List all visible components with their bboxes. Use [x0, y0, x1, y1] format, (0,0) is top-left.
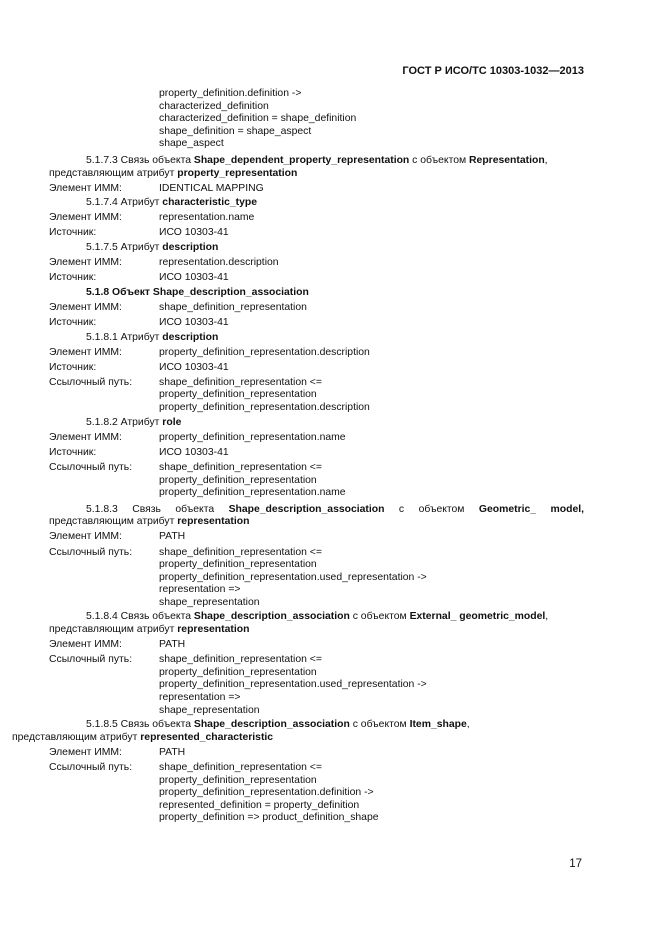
element-value: PATH	[159, 746, 186, 758]
ref-path-label: Ссылочный путь:	[49, 762, 133, 773]
path-line: representation =>	[159, 584, 241, 596]
ref-path-value	[159, 654, 584, 717]
section-heading-5-1-8-5: 5.1.8.5 Связь объекта Shape_description_association с объектом Item_shape, представляющим атрибут represented_characteristic	[12, 719, 470, 743]
mapping-row	[49, 531, 584, 544]
path-line: shape_representation	[159, 596, 260, 608]
mapping-row	[49, 272, 584, 285]
mapping-row	[49, 183, 584, 196]
mapping-row	[49, 377, 584, 415]
document-header: ГОСТ Р ИСО/ТС 10303-1032—2013	[402, 65, 584, 77]
ref-path-label: Ссылочный путь:	[49, 461, 133, 473]
source-value: ИСО 10303-41	[159, 361, 229, 373]
element-label: Элемент ИММ:	[49, 531, 122, 543]
mapping-row	[49, 227, 584, 240]
ref-path-value	[159, 462, 584, 500]
page-content	[12, 88, 585, 825]
section-heading-5-1-8-3: 5.1.8.3 Связь объекта Shape_description_association с объектом Geometric_ model, представляющим атрибут representation	[49, 503, 585, 528]
element-value: PATH	[159, 531, 186, 543]
path-line: shape_definition_representation <=	[159, 461, 322, 473]
path-line: property_definition_representation	[159, 389, 317, 401]
mapping-row	[49, 362, 584, 375]
source-value: ИСО 10303-41	[159, 446, 229, 458]
mapping-row	[49, 347, 584, 360]
path-line: shape_definition_representation <=	[159, 546, 322, 558]
element-value: representation.name	[159, 212, 255, 224]
mapping-row	[49, 257, 584, 270]
path-line: property_definition_representation	[159, 559, 317, 571]
source-value: ИСО 10303-41	[159, 227, 229, 239]
path-line: shape_aspect	[159, 138, 224, 150]
element-value: shape_definition_representation	[159, 301, 307, 313]
path-line: property_definition_representation	[159, 774, 317, 786]
continuation-path	[49, 88, 584, 151]
ref-path-value	[159, 377, 584, 415]
element-label: Элемент ИММ:	[49, 301, 122, 313]
element-label: Элемент ИММ:	[49, 212, 122, 224]
source-label: Источник:	[49, 272, 97, 284]
path-line: shape_representation	[159, 704, 260, 716]
source-value: ИСО 10303-41	[159, 272, 229, 284]
section-heading-5-1-8-2: 5.1.8.2 Атрибут role	[86, 416, 182, 428]
element-label: Элемент ИММ:	[49, 257, 122, 269]
element-value: representation.description	[159, 257, 279, 269]
mapping-row	[49, 432, 584, 445]
ref-path-label: Ссылочный путь:	[49, 654, 133, 666]
path-line: property_definition.definition ->	[159, 88, 302, 99]
element-value: property_definition_representation.name	[159, 431, 346, 443]
path-line: property_definition_representation.description	[159, 402, 370, 414]
section-heading-5-1-8-1: 5.1.8.1 Атрибут description	[86, 331, 219, 343]
mapping-row	[49, 447, 584, 460]
mapping-row	[49, 747, 584, 760]
page-number: 17	[569, 858, 582, 870]
path-line: shape_definition = shape_aspect	[159, 125, 312, 137]
path-line: characterized_definition	[159, 100, 269, 112]
path-line: characterized_definition = shape_definition	[159, 113, 357, 125]
section-heading-5-1-8: 5.1.8 Объект Shape_description_association	[86, 286, 309, 298]
ref-path-label: Ссылочный путь:	[49, 376, 133, 388]
path-line: property_definition_representation.used_representation ->	[159, 679, 427, 691]
source-label: Источник:	[49, 227, 97, 239]
mapping-row	[49, 639, 584, 652]
section-heading-5-1-8-4: 5.1.8.4 Связь объекта Shape_description_association с объектом External_ geometric_model, представляющим атрибут representation	[49, 611, 549, 636]
mapping-row	[49, 547, 584, 610]
ref-path-value	[159, 762, 584, 825]
path-line: property_definition => product_definition_shape	[159, 812, 379, 824]
element-label: Элемент ИММ:	[49, 639, 122, 651]
path-line: property_definition_representation.name	[159, 487, 346, 499]
element-value: PATH	[159, 639, 186, 651]
source-label: Источник:	[49, 446, 97, 458]
path-line: shape_definition_representation <=	[159, 762, 322, 773]
section-heading-5-1-7-3: 5.1.7.3 Связь объекта Shape_dependent_property_representation с объектом Representation, представляющим атрибут property_representation	[49, 154, 548, 179]
element-label: Элемент ИММ:	[49, 746, 122, 758]
mapping-row	[49, 762, 584, 825]
path-line: property_definition_representation	[159, 474, 317, 486]
ref-path-value	[159, 547, 584, 610]
mapping-row	[49, 317, 584, 330]
mapping-row	[49, 462, 584, 500]
source-label: Источник:	[49, 317, 97, 328]
section-heading-5-1-7-5: 5.1.7.5 Атрибут description	[86, 242, 219, 254]
path-line: property_definition_representation.definition ->	[159, 787, 374, 799]
ref-path-label: Ссылочный путь:	[49, 546, 133, 558]
path-line: representation =>	[159, 692, 241, 704]
path-line: shape_definition_representation <=	[159, 376, 322, 388]
mapping-row	[49, 654, 584, 717]
element-label: Элемент ИММ:	[49, 346, 122, 358]
path-line: property_definition_representation	[159, 666, 317, 678]
source-label: Источник:	[49, 361, 97, 373]
path-line: shape_definition_representation <=	[159, 654, 322, 666]
mapping-row	[49, 212, 584, 225]
element-label: Элемент ИММ:	[49, 431, 122, 443]
element-value: property_definition_representation.description	[159, 346, 370, 358]
mapping-row	[49, 302, 584, 315]
path-line: represented_definition = property_definition	[159, 799, 360, 811]
path-line: property_definition_representation.used_representation ->	[159, 571, 427, 583]
element-value: IDENTICAL MAPPING	[159, 182, 264, 194]
source-value: ИСО 10303-41	[159, 317, 229, 328]
element-label: Элемент ИММ:	[49, 182, 122, 194]
section-heading-5-1-7-4: 5.1.7.4 Атрибут characteristic_type	[86, 197, 258, 209]
